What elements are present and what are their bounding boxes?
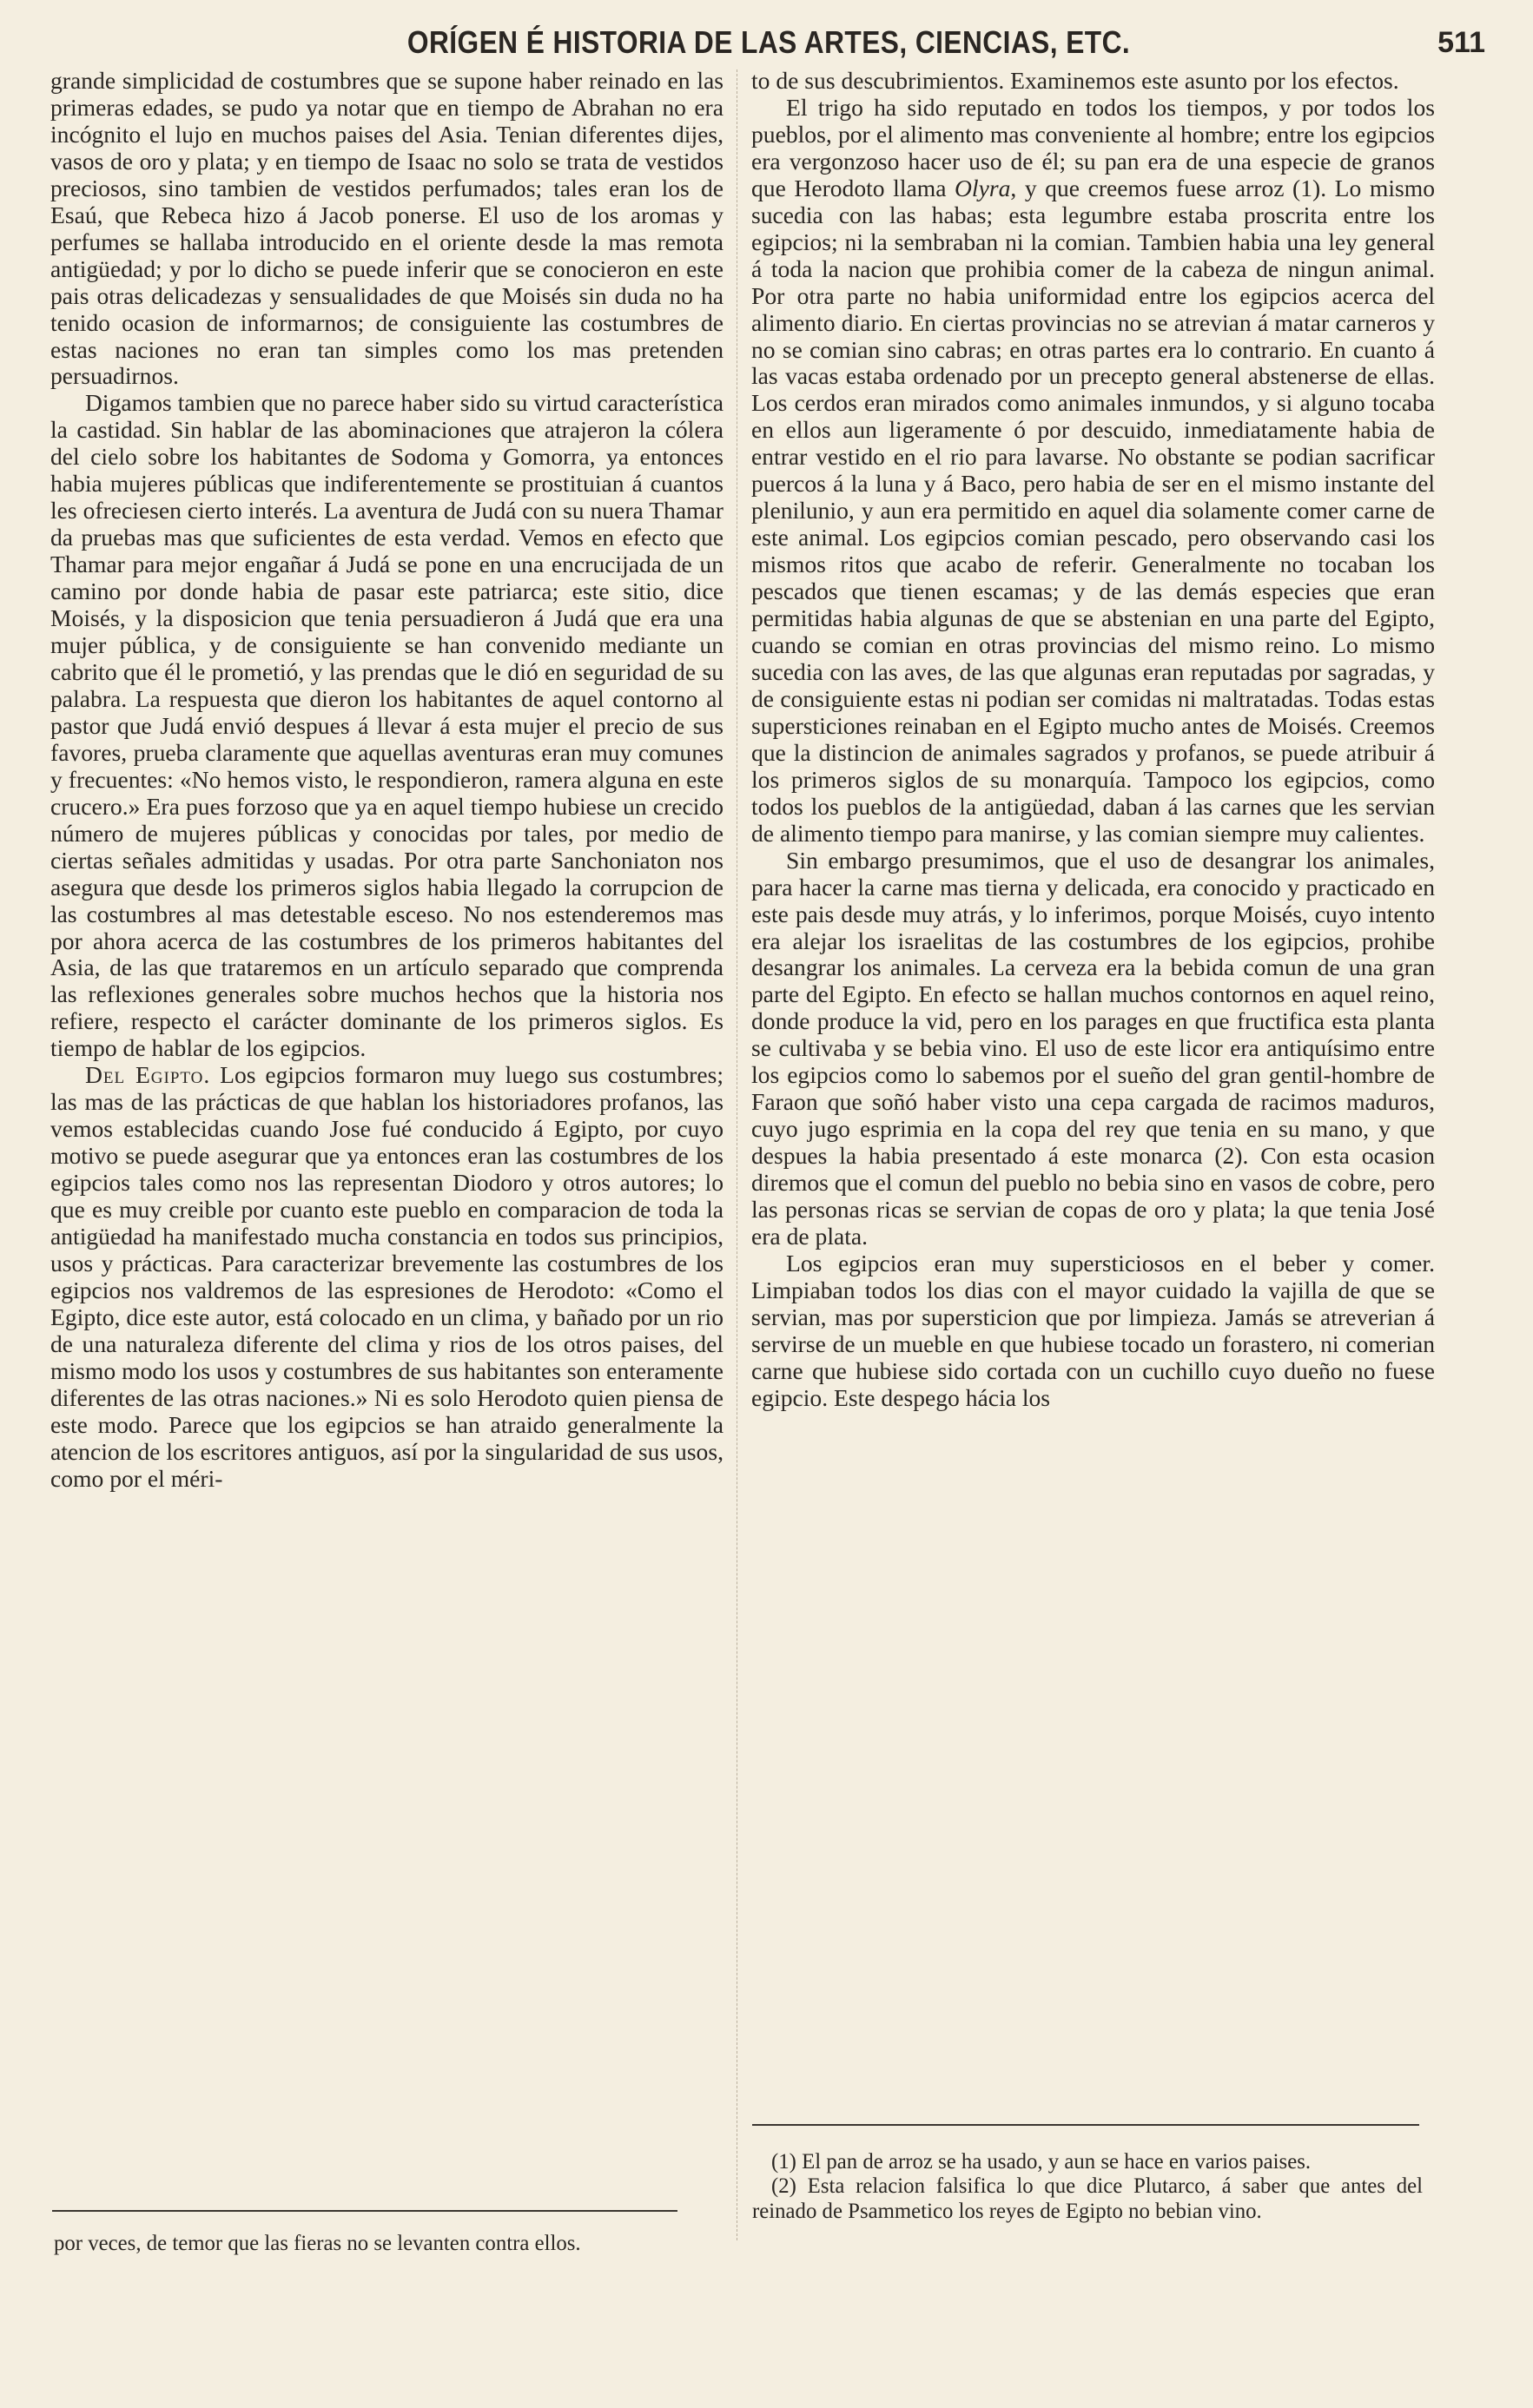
left-column bbox=[50, 68, 724, 1493]
right-column bbox=[751, 68, 1435, 1412]
footnote: (2) Esta relacion falsifica lo que dice Plutarco, á saber que antes del reinado de Psammetico los reyes de Egipto no bebian vino. bbox=[752, 2174, 1423, 2223]
paragraph bbox=[751, 95, 1435, 848]
page-header bbox=[52, 19, 1485, 68]
paragraph bbox=[50, 1062, 724, 1492]
paragraph: to de sus descubrimientos. Examinemos este asunto por los efectos. bbox=[751, 67, 1399, 94]
footnote-continuation: por veces, de temor que las fieras no se levanten contra ellos. bbox=[54, 2232, 581, 2255]
paragraph: grande simplicidad de costumbres que se supone haber reinado en las primeras edades, se pudo ya notar que en tiempo de Abrahan no era incógnito el lujo en muchos paises del Asia. Tenian diferentes dijes, vasos de oro y plata; y en tiempo de Isaac no solo se trata de vestidos preciosos, sino tambien de vestidos perfumados; tales eran los de Esaú, que Rebeca hizo á Jacob ponerse. El uso de los aromas y perfumes se hallaba introducido en el oriente desde la mas remota antigüedad; y por lo dicho se puede inferir que se conocieron en este pais otras delicadezas y sensualidades de que Moisés sin duda no ha tenido ocasion de informarnos; de consiguiente las costumbres de estas naciones no eran tan simples como los mas pretenden persuadirnos. bbox=[50, 67, 724, 390]
paragraph-text: El trigo ha sido reputado en todos los tiempos, y por todos los pueblos, por el alimento mas conveniente al hombre; entre los egipcios era vergonzoso hacer uso de él; su pan era de una especie de granos que Herodoto llama bbox=[751, 93, 1435, 201]
page-number: 511 bbox=[1437, 26, 1485, 59]
paragraph: Los egipcios eran muy supersticiosos en el beber y comer. Limpiaban todos los dias con el mayor cuidado la vajilla de que se servian, mas por supersticion que por limpieza. Jamás se atreverian á servirse de un mueble en que hubiese tocado un forastero, ni comerian carne que hubiese sido cortada con un cuchillo cuyo dueño no fuese egipcio. Este despego hácia los bbox=[751, 1249, 1435, 1411]
footnote-rule bbox=[752, 2124, 1419, 2126]
paragraph-text: , y que creemos fuese arroz (1). Lo mismo sucedia con las habas; esta legumbre estaba proscrita entre los egipcios; ni la sembraban ni la comian. Tambien habia una ley general á toda la nacion que prohibia comer de la cabeza de ningun animal. Por otra parte no habia uniformidad entre los egipcios acerca del alimento diario. En ciertas provincias no se atrevian á matar carneros y no se comian sino cabras; en otras partes era lo contrario. En cuanto á las vacas estaba ordenado por un precepto general abstenerse de ellas. Los cerdos eran mirados como animales inmundos, y si alguno tocaba en ellos aun ligeramente ó por descuido, inmediatamente habia de entrar vestido en el rio para lavarse. No obstante se podian sacrificar puercos á la luna y á Baco, pero habia de ser en el mismo instante del plenilunio, y aun era permitido en aquel dia solamente comer carne de este animal. Los egipcios comian pescado, pero observando casi los mismos ritos que acabo de referir. Generalmente no tocaban los pescados que tienen escamas; y de las demás especies que eran permitidas habia algunas de que se abstenian en una parte del Egipto, cuando se comian en otras provincias del mismo reino. Lo mismo sucedia con las aves, de las que algunas eran reputadas por sagradas, y de consiguiente estas ni podian ser comidas ni maltratadas. Todas estas supersticiones reinaban en el Egipto mucho antes de Moisés. Creemos que la distincion de animales sagrados y profanos, se puede atribuir á los primeros siglos de su monarquía. Tampoco los egipcios, como todos los pueblos de la antigüedad, daban á las carnes que les servian de alimento tiempo para manirse, y las comian siempre muy calientes. bbox=[751, 174, 1435, 847]
italic-term: Olyra bbox=[955, 174, 1011, 201]
running-title: ORÍGEN É HISTORIA DE LAS ARTES, CIENCIAS, ETC. bbox=[406, 24, 1131, 60]
paragraph: Digamos tambien que no parece haber sido su virtud característica la castidad. Sin hablar de las abominaciones que atrajeron la cólera del cielo sobre los habitantes de Sodoma y Gomorra, ya entonces habia mujeres públicas que indiferentemente se prostituian á cuantos les ofreciesen cierto interés. La aventura de Judá con su nuera Thamar da pruebas mas que suficientes de esta verdad. Vemos en efecto que Thamar para mejor engañar á Judá se pone en una encrucijada de un camino por donde habia de pasar este patriarca; este sitio, dice Moisés, y la disposicion que tenia persuadieron á Judá que era una mujer pública, y de consiguiente se han convenido mediante un cabrito que él le prometió, y las prendas que le dió en seguridad de su palabra. La respuesta que dieron los habitantes de aquel contorno al pastor que Judá envió despues á llevar á esta mujer el precio de sus favores, prueba claramente que aquellas aventuras eran muy comunes y frecuentes: «No hemos visto, le respondieron, ramera alguna en este crucero.» Era pues forzoso que ya en aquel tiempo hubiese un crecido número de mujeres públicas y conocidas por tales, por medio de ciertas señales admitidas y usadas. Por otra parte Sanchoniaton nos asegura que desde los primeros siglos habia llegado la corrupcion de las costumbres al mas detestable esceso. No nos estenderemos mas por ahora acerca de las costumbres de los primeros habitantes del Asia, de las que trataremos en un artículo separado que comprenda las reflexiones generales sobre muchos hechos que la historia nos refiere, respecto el carácter dominante de los primeros siglos. Es tiempo de hablar de los egipcios. bbox=[50, 389, 724, 1062]
paragraph: Sin embargo presumimos, que el uso de desangrar los animales, para hacer la carne mas tierna y delicada, era conocido y practicado en este pais desde muy atrás, y lo inferimos, porque Moisés, cuyo intento era alejar los israelitas de las costumbres de los egipcios, prohibe desangrar los animales. La cerveza era la bebida comun de una gran parte del Egipto. En efecto se hallan muchos contornos en aquel reino, donde produce la vid, pero en los parages en que fructifica esta planta se cultivaba y se bebia vino. El uso de este licor era antiquísimo entre los egipcios como lo sabemos por el sueño del gran gentil-hombre de Faraon que soñó haber visto una cepa cargada de racimos maduros, cuyo jugo esprimia en la copa del rey que tenia en su mano, y que despues la habia presentado á este monarca (2). Con esta ocasion diremos que el comun del pueblo no bebia sino en vasos de cobre, pero las personas ricas se servian de copas de oro y plata; la que tenia José era de plata. bbox=[751, 846, 1435, 1250]
paragraph-text: Los egipcios formaron muy luego sus costumbres; las mas de las prácticas de que hablan los historiadores profanos, las vemos establecidas cuando Jose fué conducido á Egipto, por cuyo motivo se puede asegurar que ya entonces eran las costumbres de los egipcios tales como nos las representan Diodoro y otros autores; lo que es muy creible por cuanto este pueblo en comparacion de toda la antigüedad ha manifestado mucha constancia en todos sus principios, usos y prácticas. Para caracterizar brevemente las costumbres de los egipcios nos valdremos de las espresiones de Herodoto: «Como el Egipto, dice este autor, está colocado en un clima, y bañado por un rio de una naturaleza diferente del clima y rios de los otros paises, del mismo modo los usos y costumbres de sus habitantes son enteramente diferentes de las otras naciones.» Ni es solo Herodoto quien piensa de este modo. Parece que los egipcios se han atraido generalmente la atencion de los escritores antiguos, así por la singularidad de sus usos, como por el méri- bbox=[50, 1061, 724, 1492]
footnote-rule bbox=[52, 2210, 677, 2212]
footnote: (1) El pan de arroz se ha usado, y aun se hace en varios paises. bbox=[771, 2150, 1312, 2174]
footnotes bbox=[752, 2150, 1423, 2224]
section-heading: Del Egipto. bbox=[85, 1061, 211, 1089]
